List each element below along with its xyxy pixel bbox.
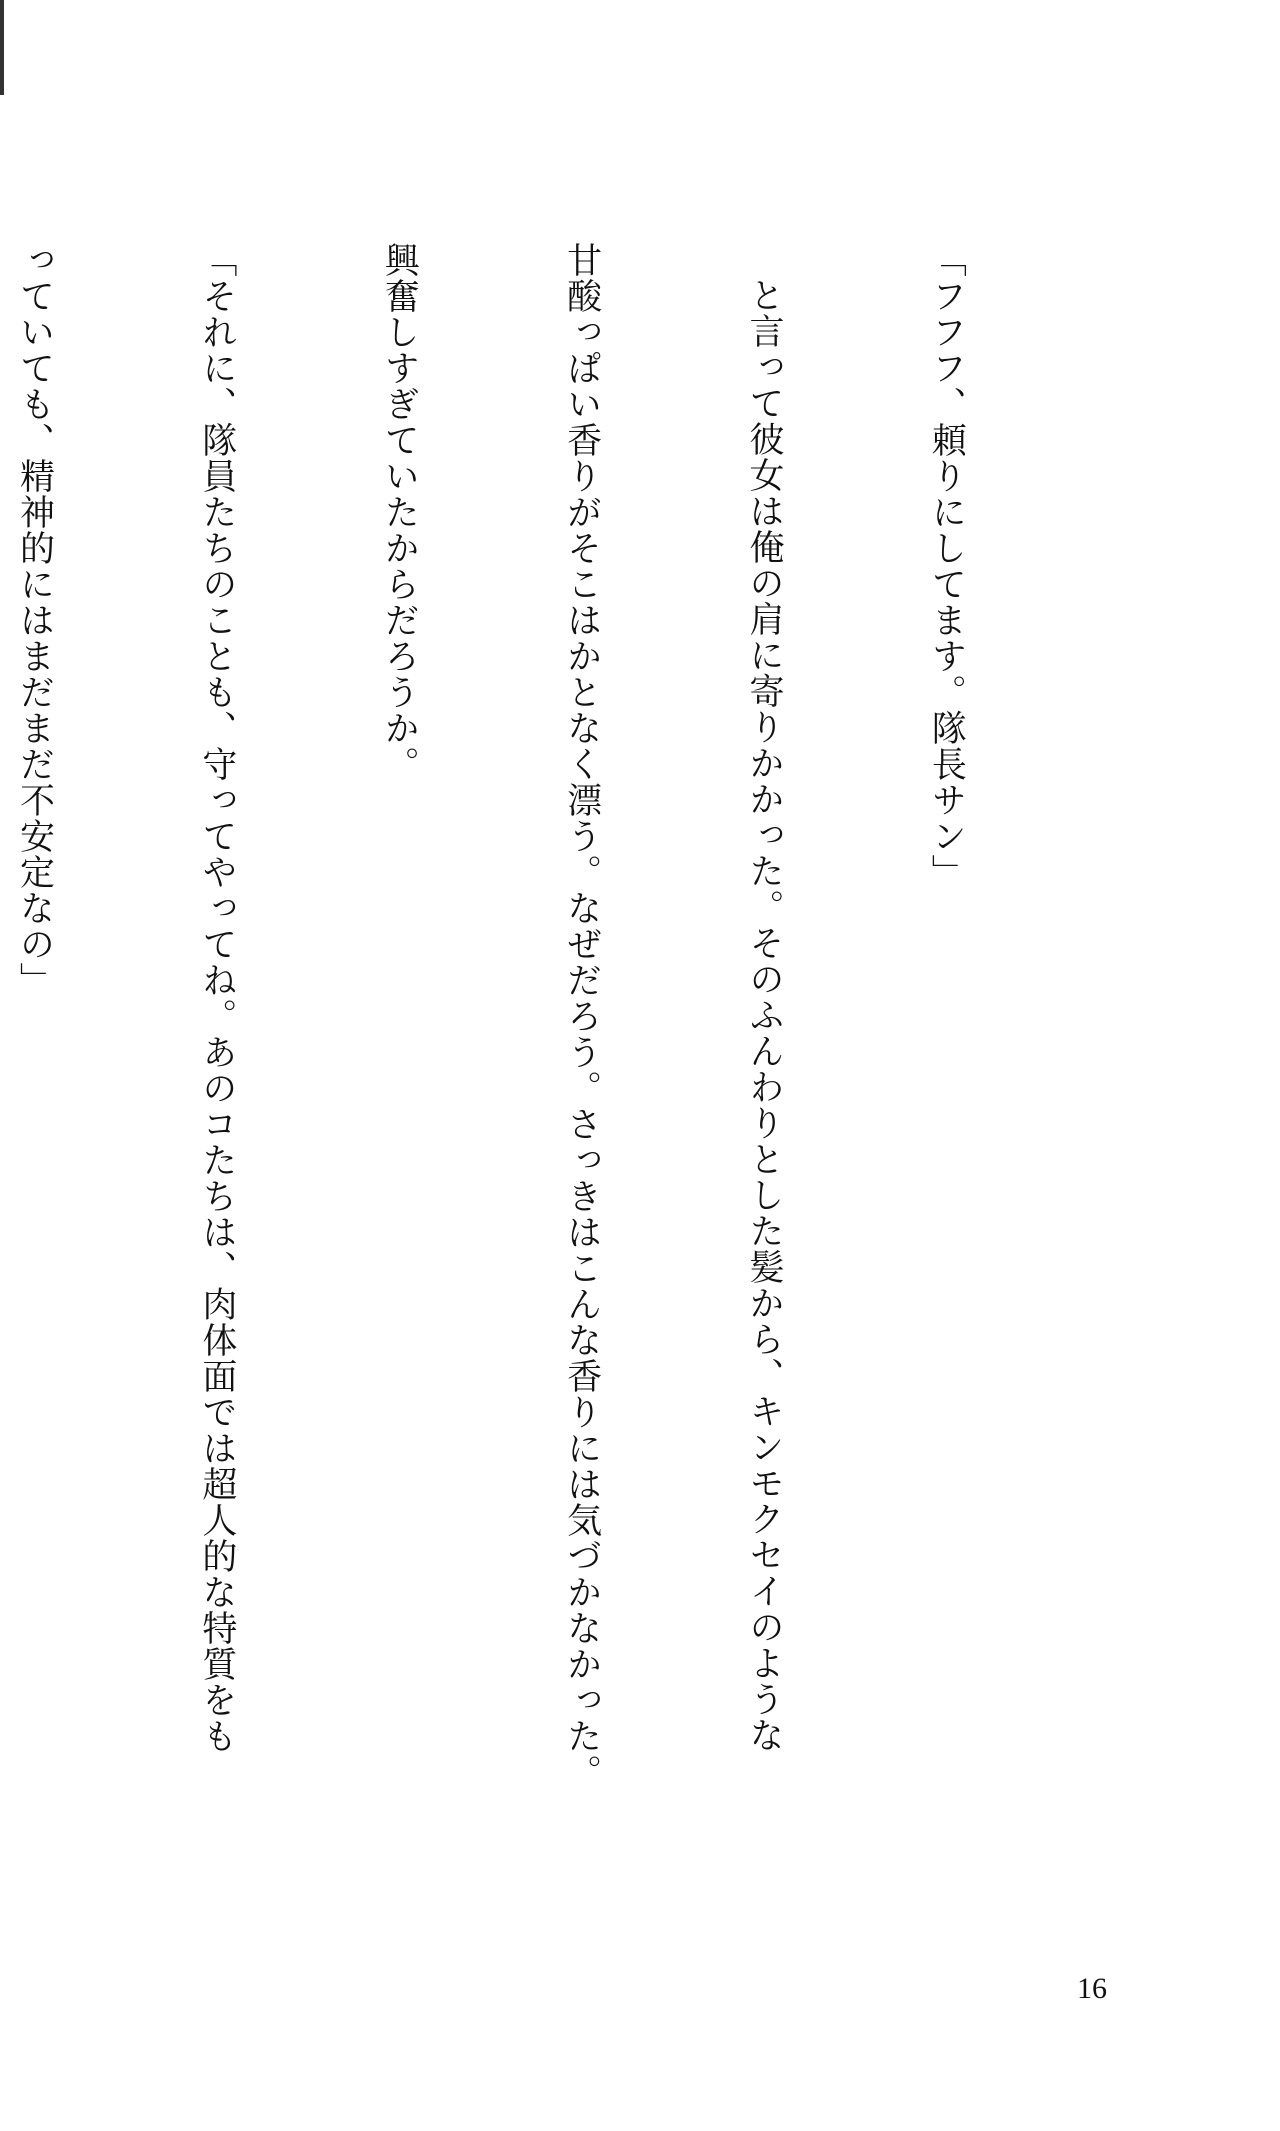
text-line: 甘酸っぱい香りがそこはかとなく漂う。なぜだろう。さっきはこんな香りには気づかなかった。 [561, 242, 602, 1790]
text-line: 興奮しすぎていたからだろうか。 [379, 242, 420, 782]
text-line: っていても、精神的にはまだまだ不安定なの」 [14, 242, 55, 998]
text-line: 「フフフ、頼りにしてます。隊長サン」 [926, 242, 967, 890]
text-line: 「それに、隊員たちのことも、守ってやってね。あのコたちは、肉体面では超人的な特質をも [196, 242, 237, 1754]
scan-edge-mark [0, 0, 4, 95]
text-line: と言って彼女は俺の肩に寄りかかった。そのふんわりとした髪から、キンモクセイのような [744, 277, 785, 1753]
vertical-text-block [14, 242, 1098, 1942]
page-number: 16 [1077, 1972, 1107, 2005]
